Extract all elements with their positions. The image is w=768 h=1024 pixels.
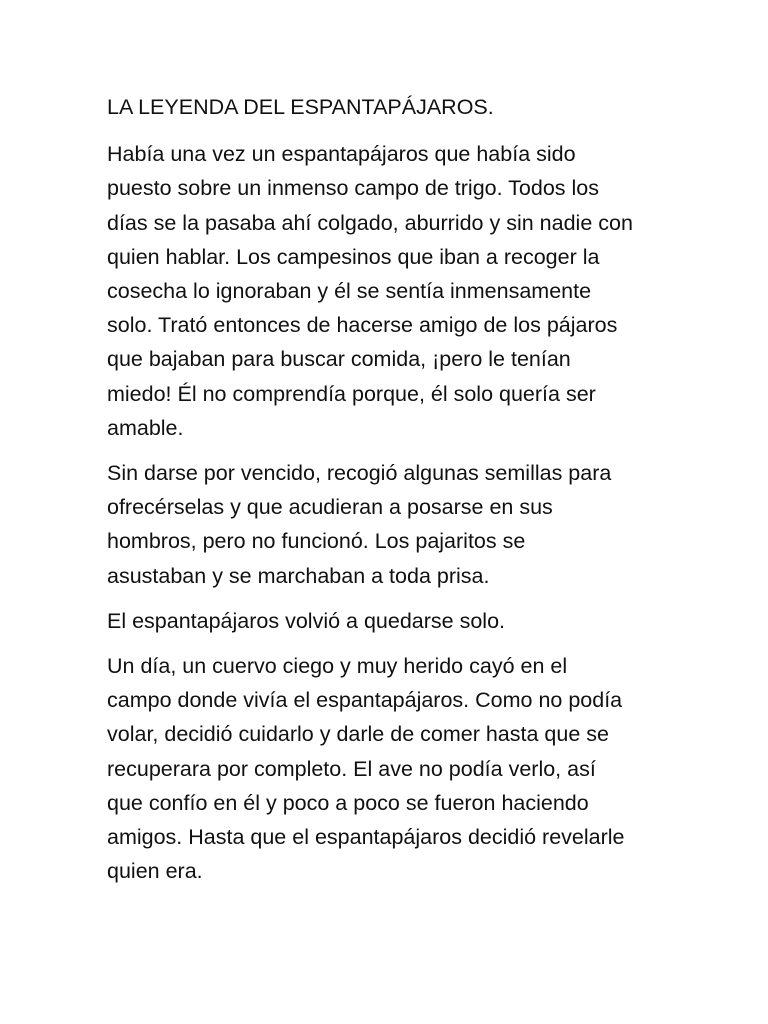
- text-line: que bajaban para buscar comida, ¡pero le tenían: [107, 347, 571, 372]
- text-line: recuperara por completo. El ave no podía verlo, así: [107, 756, 596, 781]
- text-line: cosecha lo ignoraban y él se sentía inmensamente: [107, 279, 592, 304]
- text-line: asustaban y se marchaban a toda prisa.: [107, 563, 490, 588]
- text-line: volar, decidió cuidarlo y darle de comer hasta que se: [107, 722, 609, 747]
- text-line: solo. Trató entonces de hacerse amigo de los pájaros: [107, 313, 618, 338]
- text-line: El espantapájaros volvió a quedarse solo.: [107, 608, 506, 633]
- paragraph-4: [107, 649, 667, 888]
- text-line: Un día, un cuervo ciego y muy herido cayó en el: [107, 654, 568, 679]
- text-line: miedo! Él no comprendía porque, él solo quería ser: [107, 381, 596, 406]
- paragraph-3: [107, 604, 667, 638]
- text-line: campo donde vivía el espantapájaros. Como no podía: [107, 688, 623, 713]
- text-line: que confío en él y poco a poco se fueron haciendo: [107, 790, 589, 815]
- paragraph-2: [107, 456, 667, 593]
- text-line: Había una vez un espantapájaros que había sido: [107, 142, 576, 167]
- text-line: puesto sobre un inmenso campo de trigo. Todos los: [107, 176, 600, 201]
- document-title: LA LEYENDA DEL ESPANTAPÁJAROS.: [107, 95, 494, 119]
- document-body: [107, 90, 667, 899]
- text-line: días se la pasaba ahí colgado, aburrido y sin nadie con: [107, 210, 633, 235]
- text-line: hombros, pero no funcionó. Los pajaritos se: [107, 529, 526, 554]
- text-line: ofrecérselas y que acudieran a posarse en sus: [107, 495, 553, 520]
- text-line: quien hablar. Los campesinos que iban a recoger la: [107, 244, 600, 269]
- text-line: quien era.: [107, 859, 203, 884]
- paragraph-1: [107, 137, 667, 445]
- text-line: amable.: [107, 415, 184, 440]
- text-line: Sin darse por vencido, recogió algunas semillas para: [107, 461, 612, 486]
- text-line: amigos. Hasta que el espantapájaros decidió revelarle: [107, 825, 625, 850]
